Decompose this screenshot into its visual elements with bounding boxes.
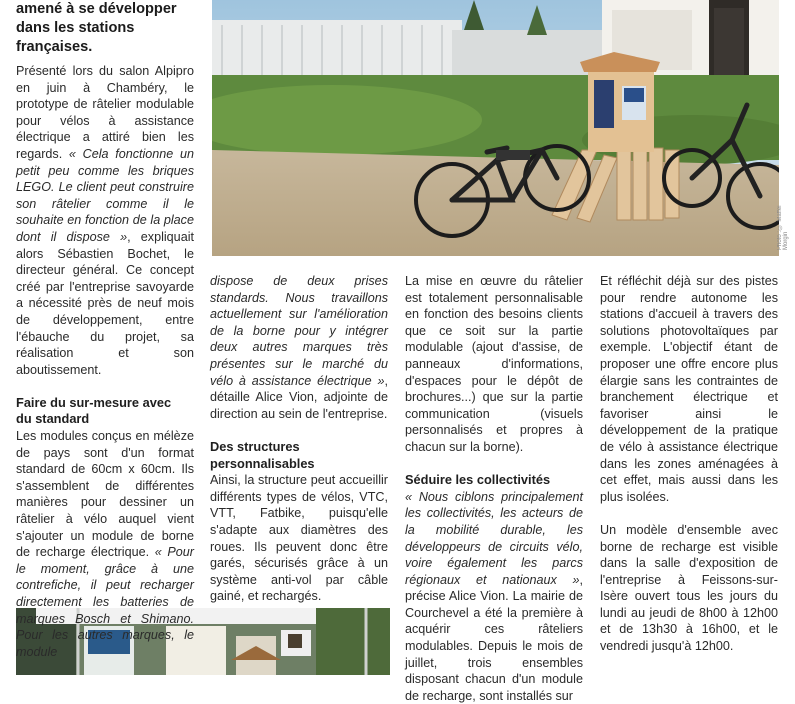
- body-text: Les modules conçus en mélèze de pays sont d'un format standard de 60cm x 60cm. Ils s'assemblent de différentes manières pour dessiner un râtelier à vélo auquel vient s'ajouter un module de borne de recharge électrique.: [16, 429, 194, 560]
- paragraph: Et réfléchit déjà sur des pistes pour rendre autonome les stations d'accueil à travers des solutions photovoltaïques par exemple. L'objectif étant de proposer une offre encore plus élargie sans les contraintes de branchement électrique et favoriser ainsi le développement de la pratique de vélo à assistance électrique dans les zones aménagées à cet effet, mais aussi dans les plus isolées.: [600, 274, 778, 504]
- section-heading: [16, 395, 194, 428]
- quote-text: « Pour le moment, grâce à une contrefiche, il peut recharger directement les batteries de marques Bosch et Shimano. Pour les autres marques, le module: [16, 545, 194, 659]
- column-3: [405, 273, 583, 704]
- lead-line: françaises.: [16, 39, 93, 55]
- column-1: [16, 0, 194, 660]
- photo-credit: Photo : © Maffei Morgin: [777, 205, 789, 250]
- quote-text: dispose de deux prises standards. Nous travaillons actuellement sur l'amélioration de la borne pour y intégrer deux autres marques très présentes sur le marché du vélo à assistance électrique »: [210, 274, 388, 388]
- paragraph: Un modèle d'ensemble avec borne de recharge est visible dans la salle d'exposition de l'entreprise à Feissons-sur-Isère ouvert tous les jours du lundi au jeudi de 8h00 à 12h00 et de 13h30 à 16h00, et le vendredi jusqu'à 12h00.: [600, 522, 778, 654]
- paragraph: [16, 63, 194, 378]
- body-text: , détaille Alice Vion, adjointe de direction au sein de l'entreprise.: [210, 373, 388, 421]
- heading-line: Faire du sur-mesure avec: [16, 394, 172, 410]
- heading-line: personnalisables: [210, 455, 315, 471]
- paragraph: [16, 428, 194, 660]
- photo-bike-rack: [212, 0, 779, 256]
- heading-line: du standard: [16, 411, 90, 427]
- lead-line: amené à se développer: [16, 1, 177, 17]
- lead-text: [16, 0, 194, 57]
- paragraph: Ainsi, la structure peut accueillir différents types de vélos, VTC, VTT, Fatbike, puisqu'elle s'adapte aux diamètres des roues. Ils peuvent donc être garés, sécurisés grâce à un système anti-vol par câble gainé, et rechargés.: [210, 473, 388, 604]
- lead-line: dans les stations: [16, 20, 135, 36]
- column-2: [210, 273, 388, 605]
- paragraph: [210, 273, 388, 422]
- body-text: , expliquait alors Sébastien Bochet, le directeur général. Ce concept créé par l'entreprise savoyarde a nécessité près de neuf mois de développement, entre l'ébauche du projet, sa réalisation et son aboutissement.: [16, 229, 194, 377]
- body-text: Présenté lors du salon Alpipro en juin à Chambéry, le prototype de râtelier modulable pour vélos à assistance électrique a attiré bien les regards.: [16, 64, 194, 161]
- heading-line: Des structures: [210, 438, 300, 454]
- section-heading: [210, 439, 388, 472]
- quote-text: « Nous ciblons principalement les collectivités, les acteurs de la mobilité durable, les développeurs de circuits vélo, voire également les parcs régionaux et nationaux »: [405, 489, 583, 587]
- paragraph: La mise en œuvre du râtelier est totalement personnalisable en fonction des besoins clients que ce soit sur la partie modulable (ajout d'assise, de panneaux d'informations, d'espaces pour le dépôt de brochures...) que sur la partie communication (visuels personnalisés et propres à chacun sur la borne).: [405, 274, 583, 454]
- column-4: [600, 273, 778, 655]
- body-text: , précise Alice Vion. La mairie de Courchevel a été la première à acquérir ces râteliers modulables. Depuis le mois de juillet, trois ensembles disposant chacun d'un module de recharge, sont installés sur: [405, 572, 583, 703]
- quote-text: « Cela fonctionne un petit peu comme les briques LEGO. Le client peut construire son râtelier comme il le souhaite en fonction de la place dont il dispose »: [16, 146, 195, 244]
- paragraph: [405, 489, 583, 704]
- section-heading: Séduire les collectivités: [405, 472, 551, 488]
